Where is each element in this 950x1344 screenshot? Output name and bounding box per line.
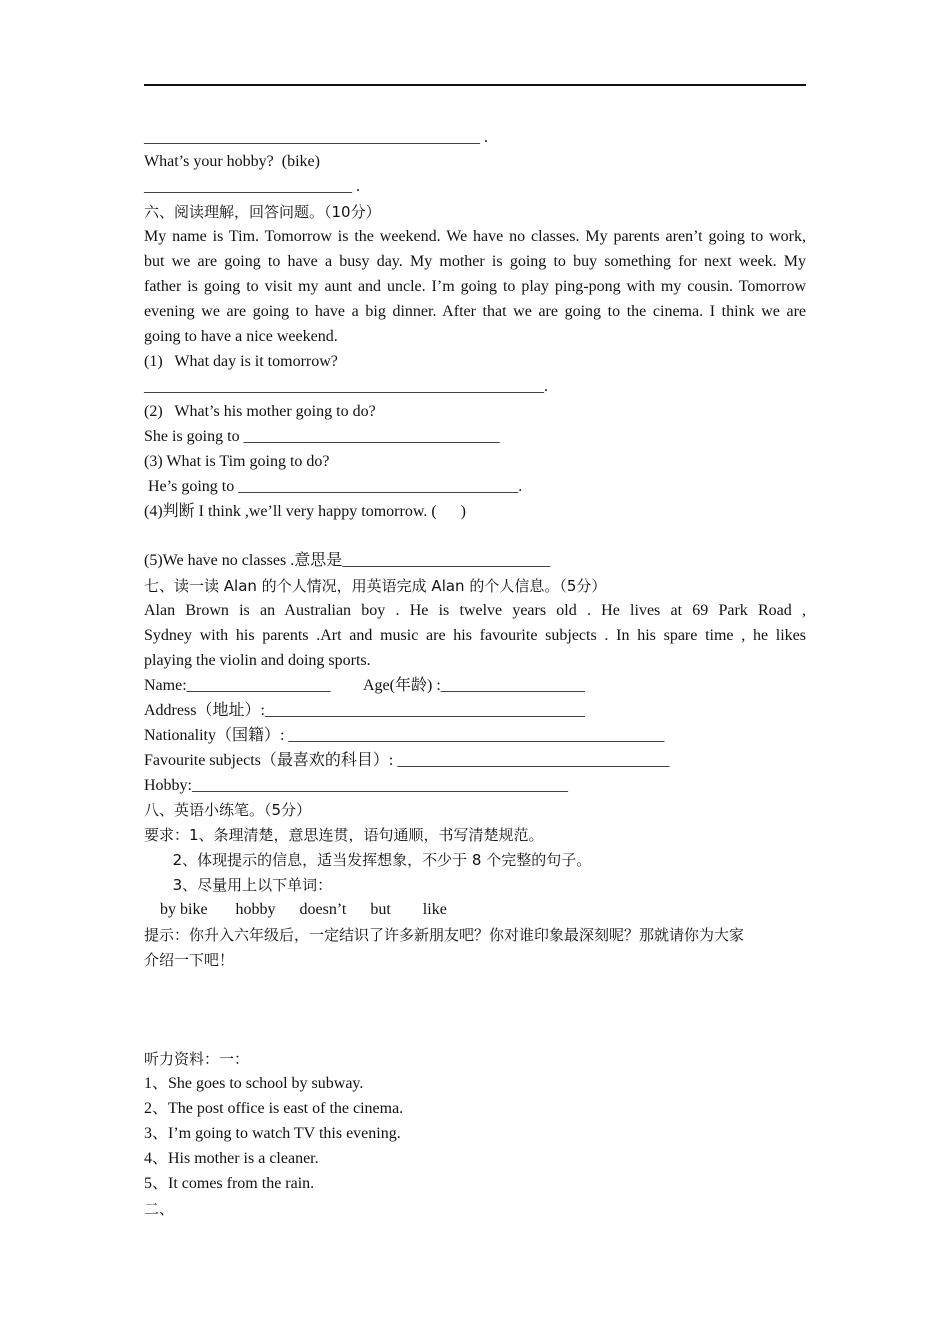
listening-item: 4、His mother is a cleaner. [144, 1150, 319, 1167]
answer-3-blank: He’s going to ___________________________________. [144, 478, 523, 495]
listening-item: 5、It comes from the rain. [144, 1175, 315, 1192]
alan-passage-line: Alan Brown is an Australian boy . He is twelve years old . He lives at 69 Park Road , [144, 602, 806, 619]
question-4: (4)判断 I think ,we’ll very happy tomorrow. ( ) [144, 503, 467, 520]
question-3: (3) What is Tim going to do? [144, 453, 330, 470]
writing-hint: 提示：你升入六年级后，一定结识了许多新朋友吧？你对谁印象最深刻呢？那就请你为大家 [144, 926, 745, 944]
listening-item: 2、The post office is east of the cinema. [144, 1100, 404, 1117]
word-bank: by bike hobby doesn’t but like [144, 901, 447, 918]
question-1: (1) What day is it tomorrow? [144, 353, 338, 370]
requirement-2: 2、体现提示的信息，适当发挥想象，不少于 8 个完整的句子。 [144, 851, 592, 869]
answer-blank-line: __________________________________________ . [144, 129, 488, 146]
alan-passage-line: playing the violin and doing sports. [144, 652, 371, 669]
requirement-1: 要求：1、条理清楚，意思连贯，语句通顺，书写清楚规范。 [144, 826, 544, 844]
favourite-subjects-field: Favourite subjects（最喜欢的科目）: __________________________________ [144, 752, 670, 769]
name-field: Name:__________________ [144, 677, 331, 694]
requirement-3: 3、尽量用上以下单词： [144, 876, 333, 894]
hobby-answer-blank: __________________________ . [144, 178, 360, 195]
answer-1-blank: __________________________________________________. [144, 378, 548, 395]
passage-line: evening we are going to have a big dinner. After that we are going to the cinema. I think we are [144, 303, 806, 320]
alan-passage-line: Sydney with his parents .Art and music are his favourite subjects . In his spare time , he likes [144, 627, 806, 644]
writing-hint: 介绍一下吧！ [144, 951, 235, 969]
passage-line: My name is Tim. Tomorrow is the weekend. We have no classes. My parents aren’t going to work, [144, 228, 806, 245]
section7-heading: 七、读一读 Alan 的个人情况，用英语完成 Alan 的个人信息。（5分） [144, 577, 607, 595]
section6-heading: 六、阅读理解，回答问题。（10分） [144, 203, 381, 221]
listening-item: 1、She goes to school by subway. [144, 1075, 364, 1092]
passage-line: but we are going to have a busy day. My mother is going to buy something for next week. My [144, 253, 806, 270]
listening-part-2: 二、 [144, 1200, 175, 1218]
passage-line: father is going to visit my aunt and uncle. I’m going to play ping-pong with my cousin. Tomorrow [144, 278, 806, 295]
answer-2-blank: She is going to ________________________________ [144, 428, 500, 445]
age-field: Age(年龄) :__________________ [363, 677, 585, 694]
section8-heading: 八、英语小练笔。（5分） [144, 801, 312, 819]
nationality-field: Nationality（国籍）: _______________________________________________ [144, 727, 665, 744]
address-field: Address（地址）:________________________________________ [144, 702, 585, 719]
listening-heading: 听力资料：一： [144, 1050, 250, 1068]
listening-item: 3、I’m going to watch TV this evening. [144, 1125, 401, 1142]
question-2: (2) What’s his mother going to do? [144, 403, 376, 420]
top-rule [144, 84, 806, 86]
passage-line: going to have a nice weekend. [144, 328, 338, 345]
hobby-field: Hobby:_______________________________________________ [144, 777, 568, 794]
question-5: (5)We have no classes .意思是__________________________ [144, 552, 551, 569]
hobby-question: What’s your hobby? (bike) [144, 153, 320, 170]
